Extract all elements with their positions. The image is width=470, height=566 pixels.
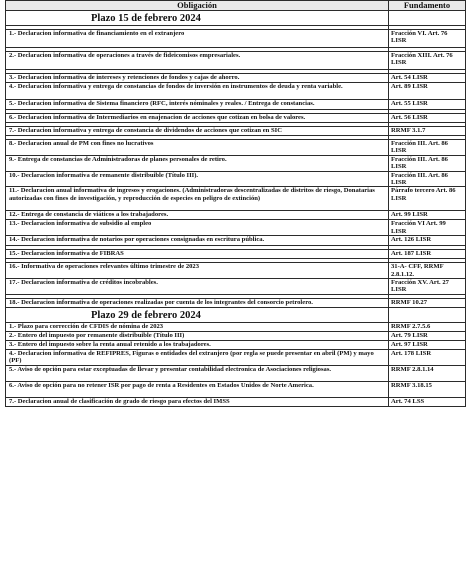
table-row: [6, 30, 466, 48]
section-title: Plazo 29 de febrero 2024: [6, 307, 389, 322]
header-obligacion: Obligación: [6, 1, 389, 11]
fundamento-cell: Art. 178 LISR: [389, 349, 466, 365]
fundamento-cell: Art. 79 LISR: [389, 331, 466, 340]
obligation-cell: 3.- Declaracion informativa de intereses y retenciones de fondos y cajas de ahorro.: [6, 74, 389, 83]
obligation-cell: 9.- Entrega de constancias de Administradoras de planes personales de retiro.: [6, 155, 389, 171]
fundamento-cell: Art. 74 LSS: [389, 397, 466, 406]
obligation-cell: 16.- Informativa de operaciones relevantes último trimestre de 2023: [6, 263, 389, 279]
fundamento-cell: Fracción III. Art. 86 LISR: [389, 171, 466, 187]
obligation-cell: 3.- Entero del impuesto sobre la renta anual retenido a los trabajadores.: [6, 340, 389, 349]
table-row: [6, 100, 466, 110]
obligation-cell: 6.- Declaracion informativa de Intermediarios en enajenacion de acciones que cotizan en bolsa de valores.: [6, 114, 389, 123]
table-header-row: [6, 1, 466, 11]
table-row: [6, 340, 466, 349]
fundamento-cell: Fracción XIII. Art. 76 LISR: [389, 52, 466, 70]
fundamento-cell: Art. 54 LISR: [389, 74, 466, 83]
table-row: [6, 155, 466, 171]
table-row: [6, 331, 466, 340]
table-row: [6, 220, 466, 236]
fundamento-cell: Art. 55 LISR: [389, 100, 466, 110]
obligation-cell: 2.- Declaracion informativa de operaciones a través de fideicomisos empresariales.: [6, 52, 389, 70]
obligation-cell: 7.- Declaracion informativa y entrega de constancia de dividendos de acciones que cotizan en SIC: [6, 127, 389, 136]
table-row: [6, 187, 466, 211]
fundamento-cell: Art. 97 LISR: [389, 340, 466, 349]
table-row: [6, 349, 466, 365]
table-row: [6, 322, 466, 331]
table-row: [6, 236, 466, 246]
obligation-cell: 18.- Declaracion informativa de operaciones realizadas por cuenta de los integrantes del consorcio petrolero.: [6, 298, 389, 307]
fundamento-cell: RRMF 2.8.1.14: [389, 365, 466, 381]
fundamento-cell: Fracción VI. Art. 76 LISR: [389, 30, 466, 48]
table-row: [6, 263, 466, 279]
fundamento-cell: Fracción III. Art. 86 LISR: [389, 140, 466, 156]
fundamento-cell: Art. 187 LISR: [389, 250, 466, 259]
obligation-cell: 10.- Declaracion informativa de remanente distribuible (Título III).: [6, 171, 389, 187]
obligation-cell: 12.- Entrega de constancia de viáticos a los trabajadores.: [6, 211, 389, 220]
obligation-cell: 7.- Declaracion anual de clasificación de grado de riesgo para efectos del IMSS: [6, 397, 389, 406]
section-title-row: [6, 307, 466, 322]
fundamento-cell: Art. 56 LISR: [389, 114, 466, 123]
table-row: [6, 140, 466, 156]
obligation-cell: 4.- Declaracion informativa de REFIPRES, Figuras o entidades del extranjero (por regla se puede presentar en abril (PM) y mayo (PF): [6, 349, 389, 365]
fundamento-cell: RRMF 2.7.5.6: [389, 322, 466, 331]
table-row: [6, 74, 466, 83]
table-row: [6, 211, 466, 220]
table-row: [6, 171, 466, 187]
obligation-cell: 1.- Declaracion informativa de financiamiento en el extranjero: [6, 30, 389, 48]
table-row: [6, 279, 466, 295]
obligation-cell: 4.- Declaracion informativa y entrega de constancias de fondos de inversión en instrumentos de deuda y renta variable.: [6, 83, 389, 100]
obligation-cell: 8.- Declaracion anual de PM con fines no lucrativos: [6, 140, 389, 156]
table-body: [6, 11, 466, 407]
fundamento-cell: RRMF 3.1.7: [389, 127, 466, 136]
obligation-cell: 5.- Declaracion informativa de Sistema financiero (RFC, interés nóminales y reales. / Entrega de constancias.: [6, 100, 389, 110]
fundamento-cell: Fracción III. Art. 86 LISR: [389, 155, 466, 171]
header-fundamento: Fundamento: [389, 1, 466, 11]
obligation-cell: 1.- Plazo para corrección de CFDIS de nómina de 2023: [6, 322, 389, 331]
section-title-empty-cell: [389, 307, 466, 322]
fundamento-cell: Art. 126 LISR: [389, 236, 466, 246]
obligation-cell: 14.- Declaracion informativa de notarios por operaciones consignadas en escritura pública.: [6, 236, 389, 246]
table-row: [6, 250, 466, 259]
fundamento-cell: Art. 99 LISR: [389, 211, 466, 220]
fundamento-cell: RRMF 3.18.15: [389, 381, 466, 397]
table-row: [6, 365, 466, 381]
fundamento-cell: Párrafo tercero Art. 86 LISR: [389, 187, 466, 211]
table-row: [6, 52, 466, 70]
obligations-table: [5, 0, 466, 407]
fundamento-cell: RRMF 10.27: [389, 298, 466, 307]
obligations-document: [5, 0, 465, 407]
obligation-cell: 15.- Declaracion informativa de FIBRAS: [6, 250, 389, 259]
table-row: [6, 114, 466, 123]
table-row: [6, 127, 466, 136]
fundamento-cell: Fracción VI Art. 99 LISR: [389, 220, 466, 236]
obligation-cell: 2.- Entero del impuesto por remanente distribuible (Título III): [6, 331, 389, 340]
table-row: [6, 298, 466, 307]
obligation-cell: 17.- Declaracion informativa de créditos incobrables.: [6, 279, 389, 295]
table-row: [6, 397, 466, 406]
table-row: [6, 83, 466, 100]
table-row: [6, 381, 466, 397]
section-title-row: [6, 11, 466, 26]
obligation-cell: 11.- Declaracion anual informativa de ingresos y erogaciones. (Administradoras descentralizadas de distritos de riesgo, Donatarias autorizadas con fines de investigación, y reproducción de especies en peligro de extinción): [6, 187, 389, 211]
obligation-cell: 6.- Aviso de opción para no retener ISR por pago de renta a Residentes en Estados Unidos de Norte America.: [6, 381, 389, 397]
fundamento-cell: Fracción XV. Art. 27 LISR: [389, 279, 466, 295]
obligation-cell: 13.- Declaracion informativa de subsidio al empleo: [6, 220, 389, 236]
obligation-cell: 5.- Aviso de opción para estar exceptuadas de llevar y presentar contabilidad electronica de Asociaciones religiosas.: [6, 365, 389, 381]
fundamento-cell: Art. 89 LISR: [389, 83, 466, 100]
section-title-empty-cell: [389, 11, 466, 26]
section-title: Plazo 15 de febrero 2024: [6, 11, 389, 26]
fundamento-cell: 31-A- CFF, RRMF 2.8.1.12.: [389, 263, 466, 279]
